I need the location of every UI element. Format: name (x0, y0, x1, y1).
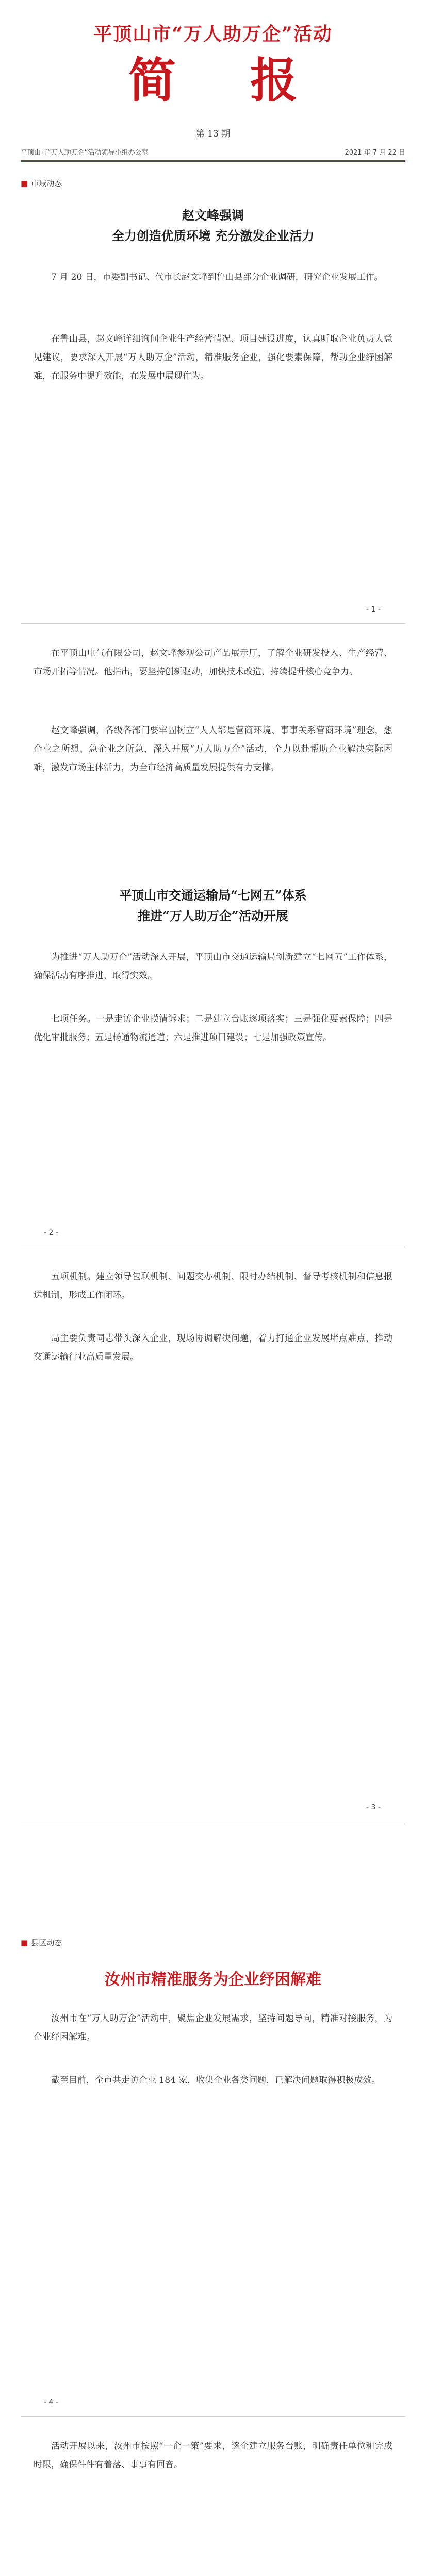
bulletin-title: 平顶山市“万人助万企”活动 (93, 23, 333, 45)
article3-title: 汝州市精准服务为企业纾困解难 (105, 1971, 321, 1989)
page-number: - 4 - (44, 2398, 58, 2406)
page-number: - 3 - (366, 1803, 381, 1811)
article3-para: 活动开展以来，汝州市按照“一企一策”要求，逐企建立服务台账，明确责任单位和完成时限，确保件件有着落、事事有回音。 (34, 2441, 392, 2470)
article1-para: 7 月 20 日，市委副书记、代市长赵文峰到鲁山县部分企业调研，研究企业发展工作。 (51, 272, 383, 282)
article1-para: 赵文峰强调，各级各部门要牢固树立“人人都是营商环境、事事关系营商环境”理念，想企业之所想、急企业之所急，深入开展“万人助万企”活动，全力以赴帮助企业解决实际困难，激发市场主体活力，为全市经济高质量发展提供有力支撑。 (34, 725, 392, 773)
section-marker-city: ■ 市域动态 (21, 179, 62, 188)
bulletin-masthead: 简 报 (128, 53, 327, 108)
article1-title-line2: 全力创造优质环境 充分激发企业活力 (111, 228, 315, 243)
page-divider (21, 623, 405, 624)
article2-title-line2: 推进“万人助万企”活动开展 (138, 908, 288, 923)
issue-number: 第 13 期 (195, 129, 231, 139)
article1-title-line1: 赵文峰强调 (182, 208, 244, 223)
article2-para: 局主要负责同志带头深入企业，现场协调解决问题，着力打通企业发展堵点难点，推动交通运输行业高质量发展。 (34, 1333, 392, 1362)
issue-date: 2021 年 7 月 22 日 (345, 149, 405, 157)
bullet-icon: ■ (21, 1938, 28, 1947)
article2-para: 七项任务。一是走访企业摸清诉求；二是建立台账逐项落实；三是强化要素保障；四是优化审批服务；五是畅通物流通道；六是推进项目建设；七是加强政策宣传。 (34, 1014, 392, 1043)
issuer: 平顶山市“万人助万企”活动领导小组办公室 (21, 149, 149, 157)
article1-para: 在鲁山县，赵文峰详细询问企业生产经营情况、项目建设进度，认真听取企业负责人意见建议，要求深入开展“万人助万企”活动，精准服务企业，强化要素保障，帮助企业纾困解难，在服务中提升效能，在发展中展现作为。 (34, 334, 392, 381)
article2-para: 五项机制。建立领导包联机制、问题交办机制、限时办结机制、督导考核机制和信息报送机制，形成工作闭环。 (34, 1272, 392, 1300)
article1-para: 在平顶山电气有限公司，赵文峰参观公司产品展示厅，了解企业研发投入、生产经营、市场开拓等情况。他指出，要坚持创新驱动，加快技术改造，持续提升核心竞争力。 (34, 648, 392, 677)
page-number: - 1 - (366, 605, 381, 614)
article2-para: 为推进“万人助万企”活动深入开展，平顶山市交通运输局创新建立“七网五”工作体系，确保活动有序推进、取得实效。 (34, 952, 392, 981)
article3-para: 截至目前，全市共走访企业 184 家，收集企业各类问题，已解决问题取得积极成效。 (51, 2075, 381, 2086)
page-divider (21, 2416, 405, 2417)
section-marker-county: ■ 县区动态 (21, 1938, 62, 1947)
page-number: - 2 - (44, 1229, 58, 1237)
article3-para: 汝州市在“万人助万企”活动中，聚焦企业发展需求，坚持问题导向，精准对接服务，为企业纾困解难。 (34, 2013, 392, 2042)
bullet-icon: ■ (21, 179, 28, 188)
article2-title-line1: 平顶山市交通运输局“七网五”体系 (119, 888, 307, 903)
masthead-meta (21, 147, 405, 162)
